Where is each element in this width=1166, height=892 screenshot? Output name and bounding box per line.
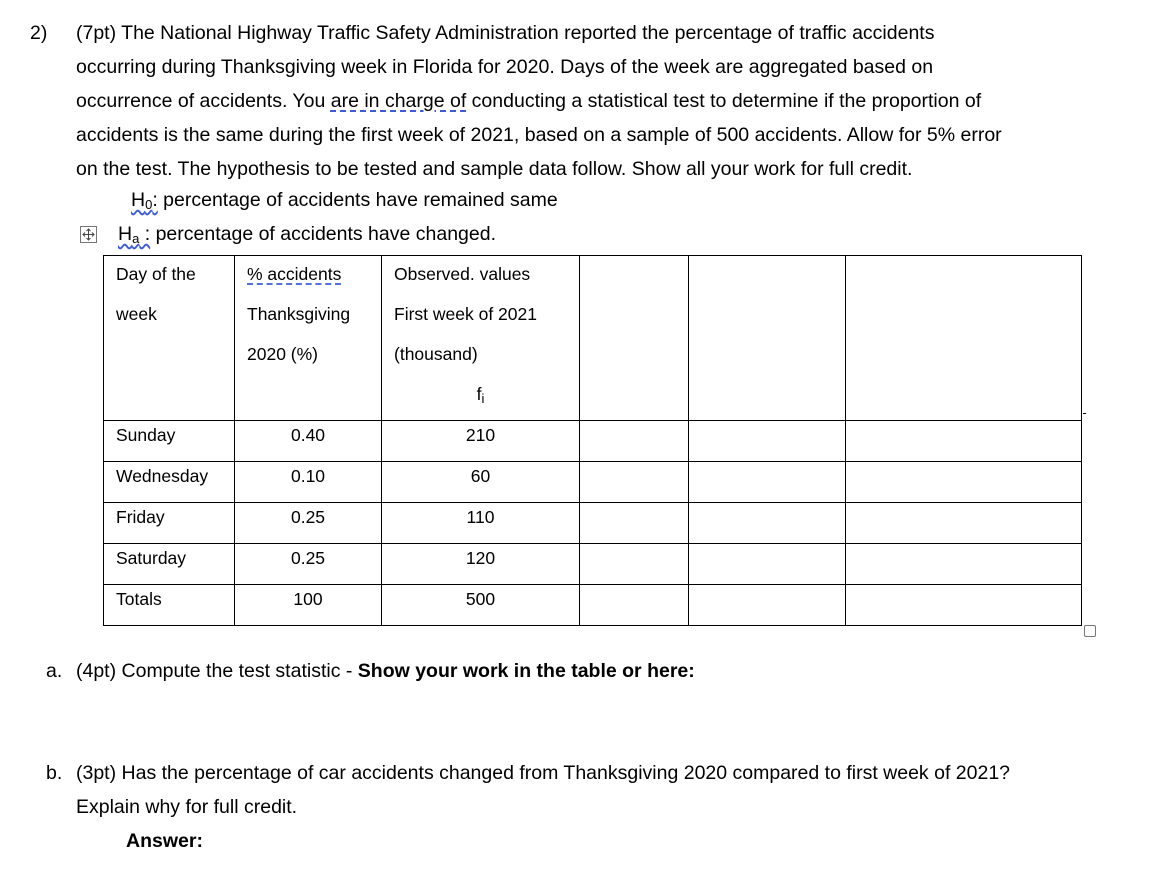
row-percent: 0.10 (235, 462, 382, 503)
header-fi-symbol: $f_i$ (476, 384, 485, 406)
null-hypothesis (131, 189, 558, 212)
question-line-3-post: conducting a statistical test to determine if the proportion of (466, 90, 982, 112)
null-hypothesis-symbol: $H_0$: (131, 189, 158, 212)
table-row (104, 462, 1082, 503)
part-a-text: (4pt) Compute the test statistic - Show your work in the table or here: (76, 660, 695, 682)
part-a-label: a. (46, 660, 63, 682)
row-observed: 210 (382, 421, 580, 462)
empty-cell[interactable] (689, 421, 846, 462)
empty-cell[interactable] (689, 544, 846, 585)
empty-cell[interactable] (689, 585, 846, 626)
header-day-of-week: Day of the week (104, 256, 235, 421)
alternative-hypothesis-text: percentage of accidents have changed. (150, 223, 497, 245)
empty-cell[interactable] (846, 462, 1082, 503)
empty-cell[interactable] (580, 462, 689, 503)
row-percent: 0.25 (235, 544, 382, 585)
question-line-1: (7pt) The National Highway Traffic Safety Administration reported the percentage of traffic accidents (76, 22, 935, 44)
table-row-totals (104, 585, 1082, 626)
question-line-3 (76, 84, 981, 118)
row-observed: 120 (382, 544, 580, 585)
row-percent: 0.25 (235, 503, 382, 544)
table-resize-icon[interactable] (1084, 625, 1096, 637)
row-day: Saturday (104, 544, 235, 585)
row-day: Wednesday (104, 462, 235, 503)
question-line-2: occurring during Thanksgiving week in Florida for 2020. Days of the week are aggregated based on (76, 56, 934, 78)
question-line-4: accidents is the same during the first week of 2021, based on a sample of 500 accidents. Allow for 5% error (76, 124, 1002, 146)
alternative-hypothesis-symbol: $H_a$ : (118, 223, 151, 246)
answer-label: Answer: (126, 830, 203, 852)
empty-cell[interactable] (846, 503, 1082, 544)
header-percent-accidents: % accidents Thanksgiving 2020 (%) (235, 256, 382, 421)
row-percent: 0.40 (235, 421, 382, 462)
empty-cell[interactable] (580, 544, 689, 585)
question-number: 2) (30, 22, 48, 44)
empty-cell[interactable] (846, 544, 1082, 585)
empty-cell[interactable] (689, 503, 846, 544)
header-observed-values: Observed. values First week of 2021 (thousand) $f_i$ (382, 256, 580, 421)
empty-header-cell-4[interactable] (580, 256, 689, 421)
table-row (104, 503, 1082, 544)
row-percent: 100 (235, 585, 382, 626)
table-row (104, 421, 1082, 462)
part-b-line-1: (3pt) Has the percentage of car accidents changed from Thanksgiving 2020 compared to first week of 2021? (76, 762, 1011, 784)
row-day: Totals (104, 585, 235, 626)
null-hypothesis-text: percentage of accidents have remained same (157, 189, 558, 211)
empty-header-cell-6[interactable] (846, 256, 1082, 421)
row-day: Sunday (104, 421, 235, 462)
grammar-flagged-phrase: are in charge of (330, 90, 467, 112)
table-move-icon[interactable] (80, 226, 97, 243)
empty-cell[interactable] (580, 421, 689, 462)
row-day: Friday (104, 503, 235, 544)
empty-cell[interactable] (689, 462, 846, 503)
table-row (104, 544, 1082, 585)
header-percent-accidents-title: % accidents (247, 264, 342, 284)
table-header-row (104, 256, 1082, 421)
empty-cell[interactable] (846, 585, 1082, 626)
empty-cell[interactable] (846, 421, 1082, 462)
row-end-marker (1083, 413, 1086, 414)
empty-header-cell-5[interactable] (689, 256, 846, 421)
question-line-5: on the test. The hypothesis to be tested and sample data follow. Show all your work for full credit. (76, 158, 913, 180)
row-observed: 60 (382, 462, 580, 503)
question-line-3-pre: occurrence of accidents. You (76, 90, 331, 112)
accidents-table (103, 255, 1082, 626)
row-observed: 500 (382, 585, 580, 626)
row-observed: 110 (382, 503, 580, 544)
part-b-line-2: Explain why for full credit. (76, 796, 298, 818)
alternative-hypothesis (118, 223, 496, 246)
empty-cell[interactable] (580, 585, 689, 626)
empty-cell[interactable] (580, 503, 689, 544)
part-b-label: b. (46, 762, 63, 784)
